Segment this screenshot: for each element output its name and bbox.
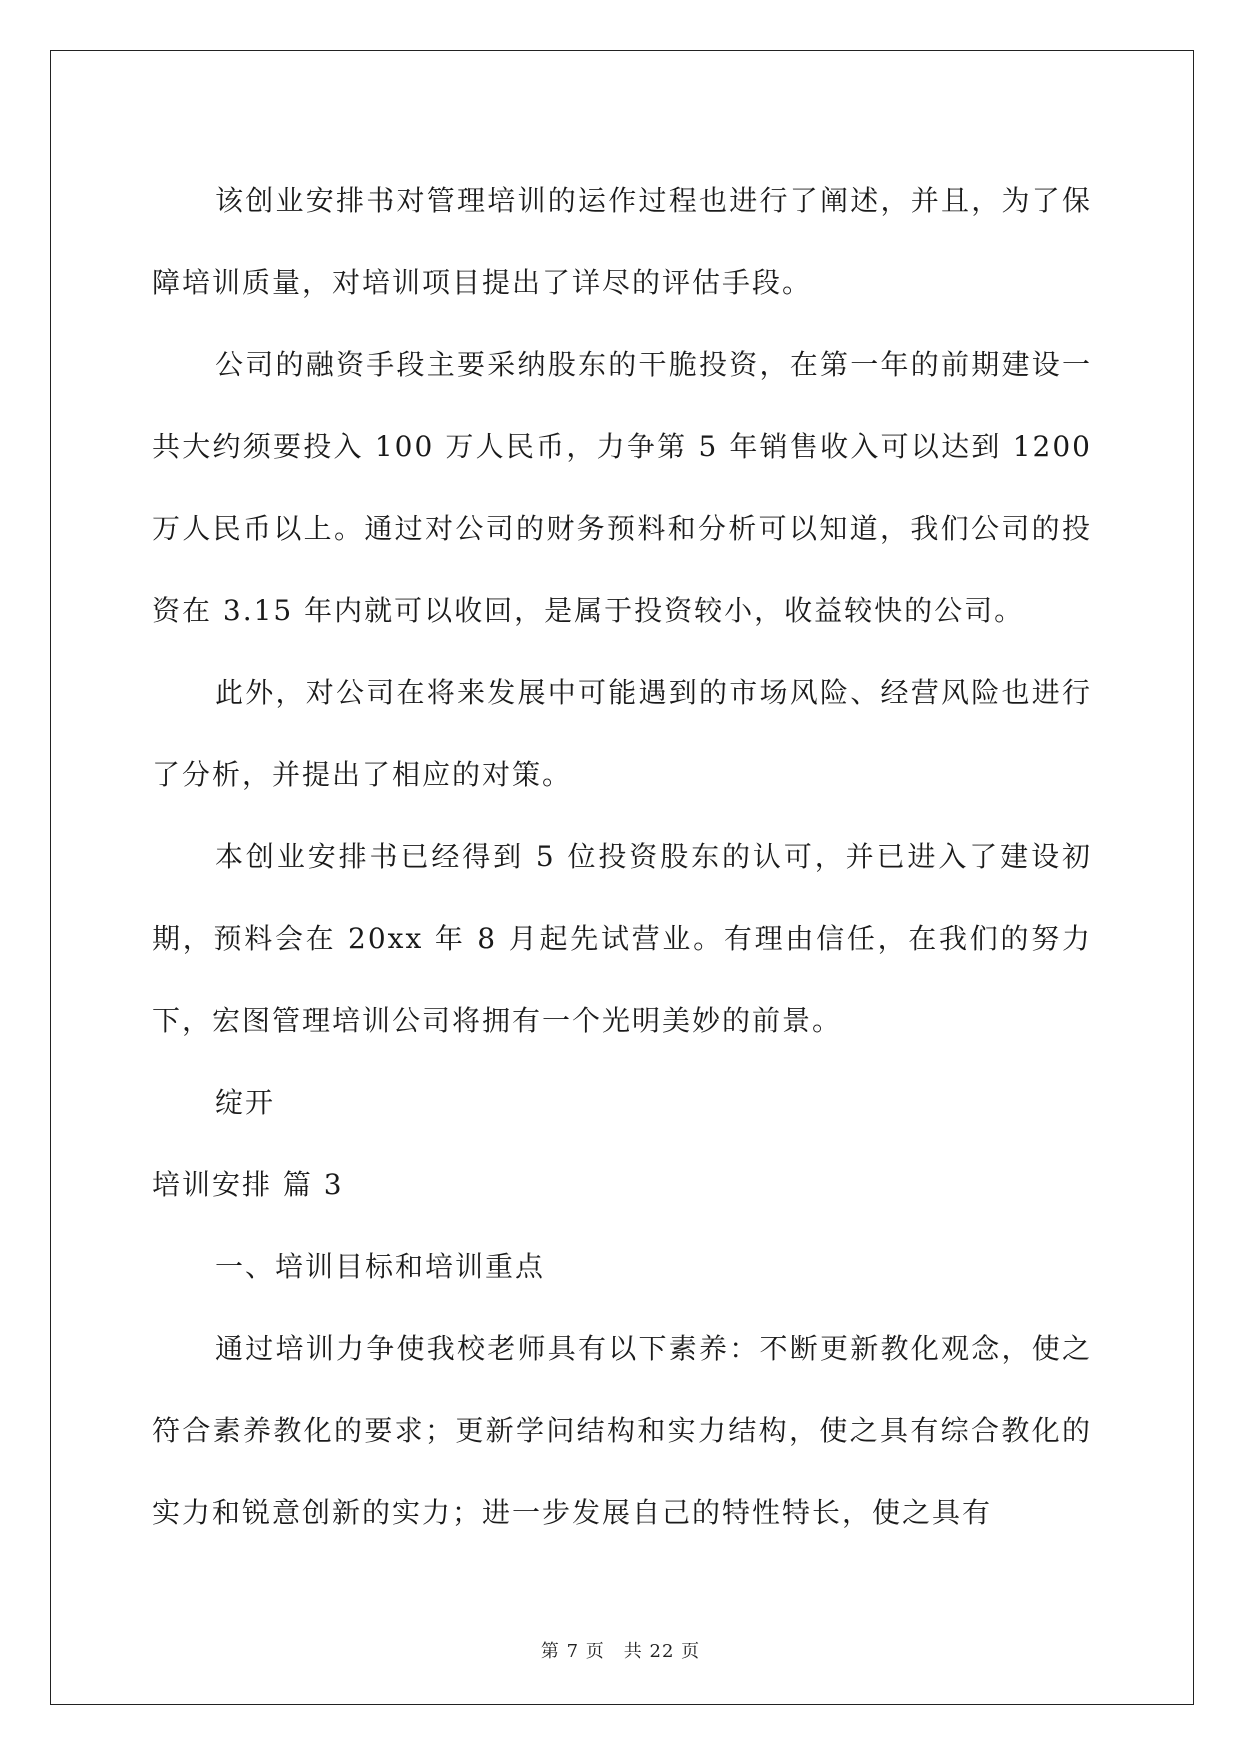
document-body: [152, 160, 1092, 1554]
paragraph-1: 该创业安排书对管理培训的运作过程也进行了阐述，并且，为了保障培训质量，对培训项目提出了详尽的评估手段。: [152, 184, 1092, 299]
paragraph-3: 此外，对公司在将来发展中可能遇到的市场风险、经营风险也进行了分析，并提出了相应的对策。: [152, 676, 1092, 791]
paragraph-2: 公司的融资手段主要采纳股东的干脆投资，在第一年的前期建设一共大约须要投入 100 万人民币，力争第 5 年销售收入可以达到 1200 万人民币以上。通过对公司的财务预料和分析可以知道，我们公司的投资在 3.15 年内就可以收回，是属于投资较小，收益较快的公司。: [152, 348, 1092, 627]
paragraph-4: 本创业安排书已经得到 5 位投资股东的认可，并已进入了建设初期，预料会在 20xx 年 8 月起先试营业。有理由信任，在我们的努力下，宏图管理培训公司将拥有一个光明美妙的前景。: [152, 840, 1092, 1037]
paragraph-5: 绽开: [215, 1086, 276, 1119]
section-heading: 培训安排 篇 3: [152, 1168, 344, 1201]
subsection-heading: 一、培训目标和培训重点: [215, 1250, 546, 1283]
page-footer: 第 7 页 共 22 页: [540, 1641, 701, 1662]
paragraph-8: 通过培训力争使我校老师具有以下素养：不断更新教化观念，使之符合素养教化的要求；更新学问结构和实力结构，使之具有综合教化的实力和锐意创新的实力；进一步发展自己的特性特长，使之具有: [152, 1332, 1092, 1529]
